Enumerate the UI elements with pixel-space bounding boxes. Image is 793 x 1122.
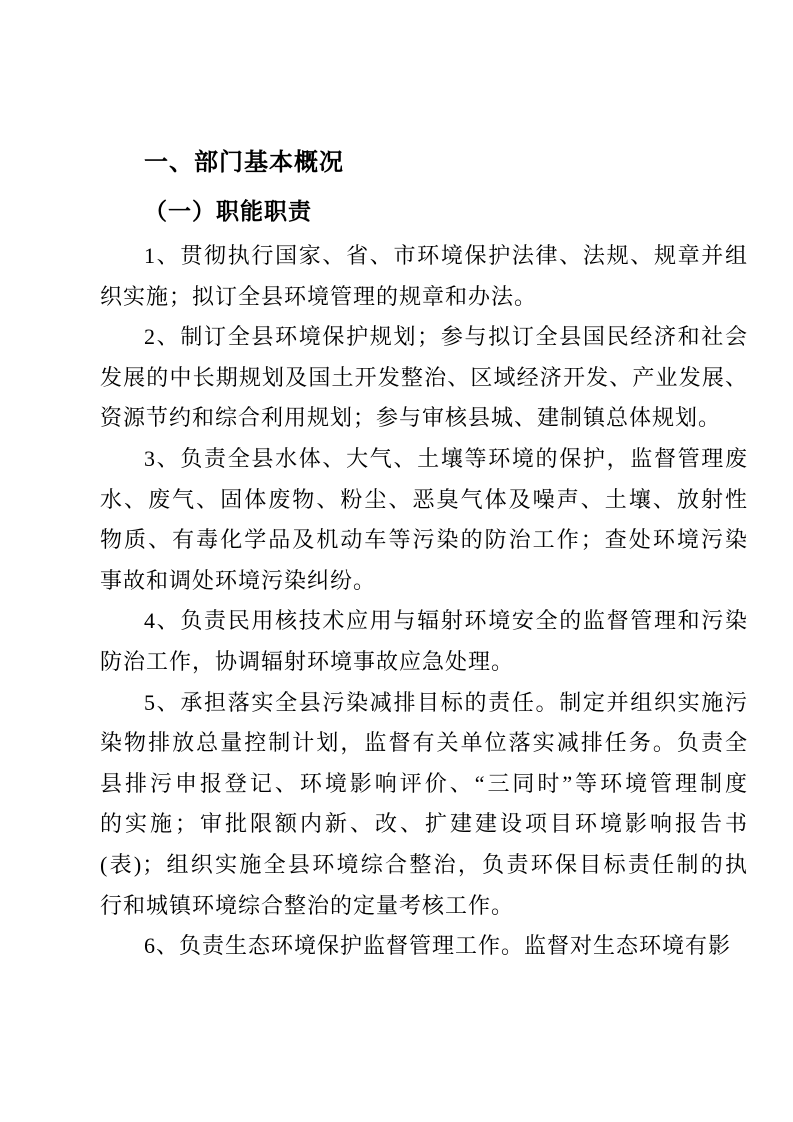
text-line: 3、负责全县水体、大气、土壤等环境的保护，监督管理废 — [144, 445, 748, 471]
text-line: 行和城镇环境综合整治的定量考核工作。 — [100, 892, 515, 918]
paragraph-2 — [100, 317, 748, 439]
section-heading: 一、部门基本概况 — [144, 149, 344, 176]
text-line: 2、制订全县环境保护规划；参与拟订全县国民经济和社会 — [144, 324, 748, 350]
text-line: 发展的中长期规划及国土开发整治、区域经济开发、产业发展、 — [100, 364, 748, 390]
sub-heading: （一）职能职责 — [144, 198, 312, 224]
paragraph-1 — [100, 236, 748, 317]
paragraph-6 — [100, 926, 748, 967]
paragraph-4 — [100, 601, 748, 682]
text-line: 物质、有毒化学品及机动车等污染的防治工作；查处环境污染 — [100, 527, 748, 553]
paragraph-5 — [100, 683, 748, 927]
text-line: 的实施；审批限额内新、改、扩建建设项目环境影响报告书 — [100, 811, 748, 837]
document-content — [100, 146, 748, 967]
text-line: 水、废气、固体废物、粉尘、恶臭气体及噪声、土壤、放射性 — [100, 486, 748, 512]
text-line: 防治工作，协调辐射环境事故应急处理。 — [100, 648, 515, 674]
text-line: 事故和调处环境污染纠纷。 — [100, 567, 377, 593]
text-line: 4、负责民用核技术应用与辐射环境安全的监督管理和污染 — [144, 608, 748, 634]
text-line: 县排污申报登记、环境影响评价、“三同时”等环境管理制度 — [100, 770, 748, 796]
text-line: 1、贯彻执行国家、省、市环境保护法律、法规、规章并组 — [144, 243, 748, 268]
text-line: 5、承担落实全县污染减排目标的责任。制定并组织实施污 — [144, 689, 748, 715]
text-line: 染物排放总量控制计划，监督有关单位落实减排任务。负责全 — [100, 730, 748, 756]
text-line: 织实施；拟订全县环境管理的规章和办法。 — [100, 283, 538, 309]
paragraph-3 — [100, 439, 748, 601]
text-line: 6、负责生态环境保护监督管理工作。监督对生态环境有影 — [144, 933, 732, 959]
text-line: (表)；组织实施全县环境综合整治，负责环保目标责任制的执 — [100, 851, 748, 877]
text-line: 资源节约和综合利用规划；参与审核县城、建制镇总体规划。 — [100, 405, 722, 431]
